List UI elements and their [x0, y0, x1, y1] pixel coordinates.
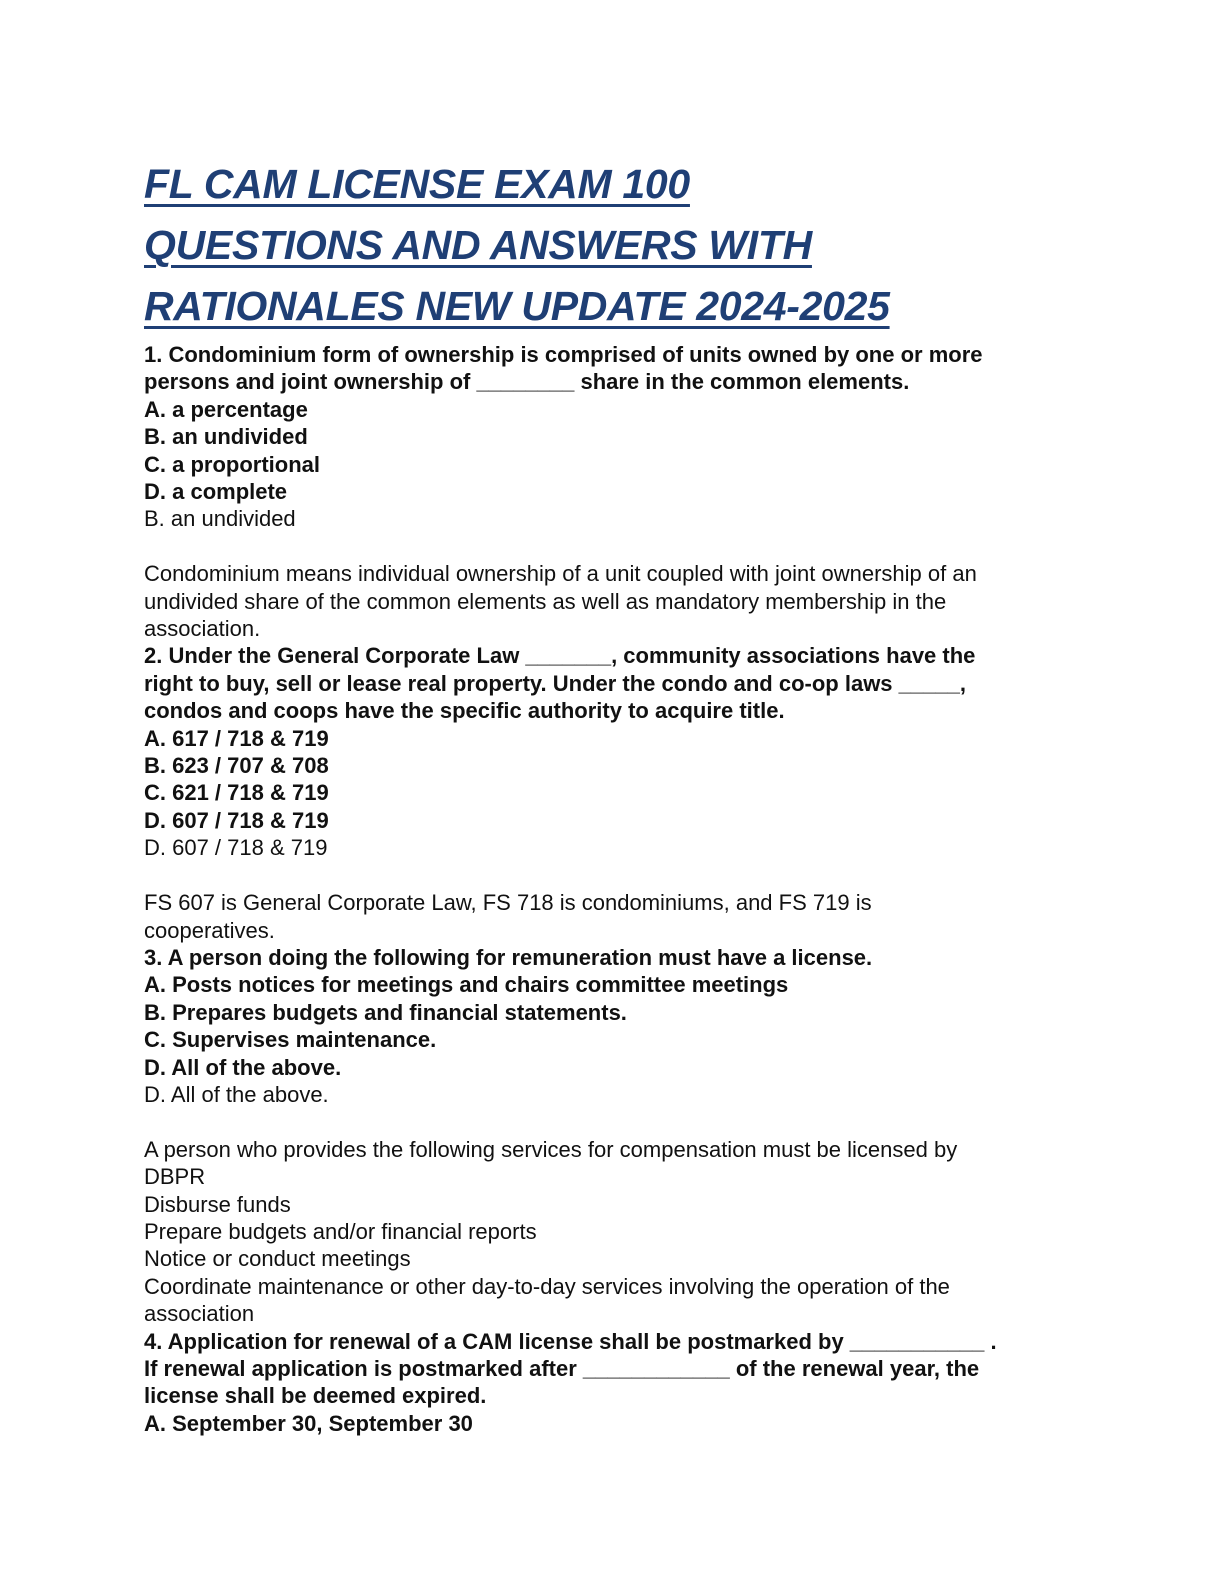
rationale-text: DBPR [144, 1164, 206, 1190]
rationale-text: association. [144, 616, 261, 642]
answer-option: A. Posts notices for meetings and chairs committee meetings [144, 972, 789, 998]
rationale-text: Disburse funds [144, 1191, 291, 1217]
rationale-text: undivided share of the common elements as well as mandatory membership in the [144, 588, 947, 614]
rationale-text: cooperatives. [144, 917, 275, 943]
rationale-text: A person who provides the following services for compensation must be licensed by [144, 1136, 958, 1162]
title-line: FL CAM LICENSE EXAM 100 [144, 161, 690, 207]
question-text: right to buy, sell or lease real property. Under the condo and co-op laws _____, [144, 670, 966, 696]
question-2 [144, 642, 1084, 943]
question-1 [144, 341, 1084, 642]
answer-option: D. 607 / 718 & 719 [144, 807, 329, 833]
answer-option: D. a complete [144, 479, 288, 505]
spacer [144, 1108, 1084, 1135]
rationale-text: Condominium means individual ownership of a unit coupled with joint ownership of an [144, 561, 977, 587]
question-4 [144, 1328, 1084, 1438]
question-text: 2. Under the General Corporate Law _______, community associations have the [144, 643, 976, 669]
answer-option: D. All of the above. [144, 1054, 342, 1080]
rationale-text: Coordinate maintenance or other day-to-day services involving the operation of the [144, 1273, 950, 1299]
answer-option: C. 621 / 718 & 719 [144, 780, 329, 806]
question-text: 3. A person doing the following for remuneration must have a license. [144, 944, 873, 970]
title-line: QUESTIONS AND ANSWERS WITH [144, 222, 812, 268]
answer-option: A. September 30, September 30 [144, 1410, 473, 1436]
question-text: 4. Application for renewal of a CAM license shall be postmarked by ___________ . [144, 1328, 997, 1354]
document-page [144, 154, 1084, 1437]
rationale-text: association [144, 1301, 255, 1327]
rationale-text: FS 607 is General Corporate Law, FS 718 is condominiums, and FS 719 is [144, 890, 872, 916]
rationale-text: Prepare budgets and/or financial reports [144, 1218, 537, 1244]
correct-answer: B. an undivided [144, 506, 296, 532]
question-text: license shall be deemed expired. [144, 1383, 487, 1409]
title-line: RATIONALES NEW UPDATE 2024-2025 [144, 283, 890, 329]
question-text: condos and coops have the specific authority to acquire title. [144, 698, 785, 724]
document-title [144, 154, 1084, 337]
document-body [144, 341, 1084, 1437]
rationale-text: Notice or conduct meetings [144, 1246, 411, 1272]
answer-option: B. Prepares budgets and financial statements. [144, 999, 627, 1025]
spacer [144, 862, 1084, 889]
question-text: persons and joint ownership of ________ share in the common elements. [144, 369, 910, 395]
answer-option: A. 617 / 718 & 719 [144, 725, 329, 751]
answer-option: A. a percentage [144, 396, 308, 422]
spacer [144, 533, 1084, 560]
answer-option: B. 623 / 707 & 708 [144, 753, 329, 779]
question-text: If renewal application is postmarked after ____________ of the renewal year, the [144, 1355, 980, 1381]
answer-option: C. a proportional [144, 451, 320, 477]
question-text: 1. Condominium form of ownership is comprised of units owned by one or more [144, 342, 983, 367]
answer-option: B. an undivided [144, 424, 308, 450]
question-3 [144, 944, 1084, 1328]
correct-answer: D. 607 / 718 & 719 [144, 835, 328, 861]
answer-option: C. Supervises maintenance. [144, 1027, 437, 1053]
correct-answer: D. All of the above. [144, 1081, 329, 1107]
